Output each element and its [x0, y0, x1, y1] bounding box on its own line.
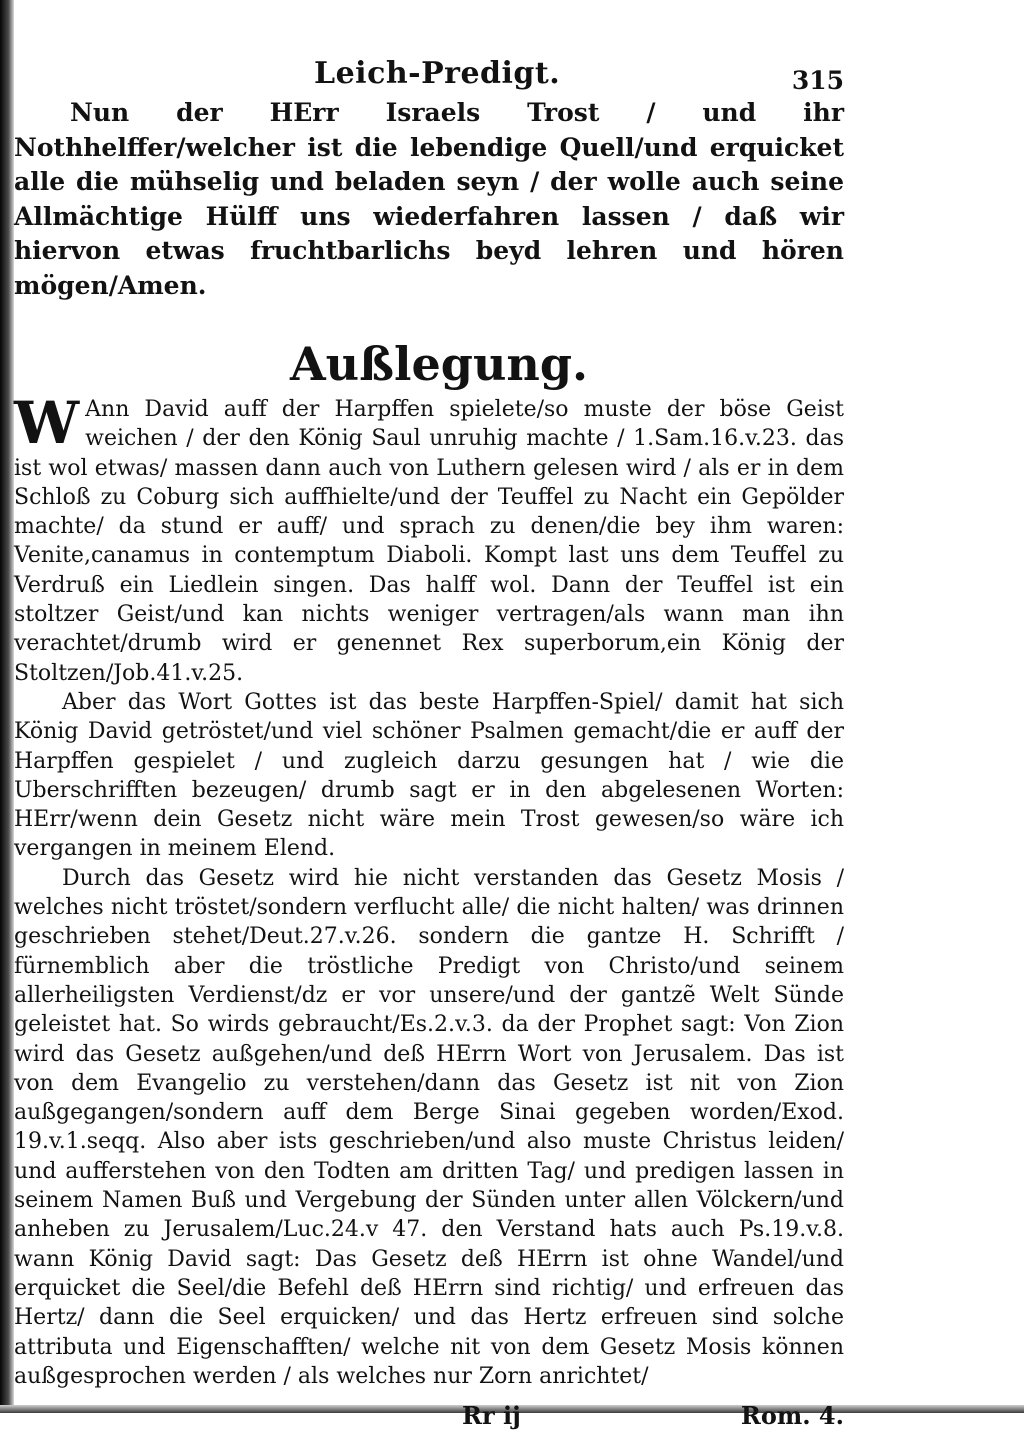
running-head: Leich-Predigt. — [314, 56, 561, 91]
closing-prayer: Nun der HErr Israels Trost / und ihr Nothhelffer/welcher ist die lebendige Quell/und erquicket alle die mühselig und beladen seyn / der wolle auch seine Allmächtige Hülff uns wiederfahren lassen / daß wir hiervon etwas fruchtbarlichs beyd lehren und hören mögen/Amen. — [14, 98, 844, 300]
signature-mark: Rr ij — [462, 1401, 521, 1431]
text-block — [14, 52, 844, 1433]
paragraph-2: Aber das Wort Gottes ist das beste Harpffen-Spiel/ damit hat sich König David getröstet/und viel schöner Psalmen gemacht/die er auff der Harpffen gespielet / und zugleich darzu gesungen hat / wie die Uberschrifften bezeugen/ drumb sagt er in den abgelesenen Worten: HErr/wenn dein Gesetz nicht wäre mein Trost gewesen/so wäre ich vergangen in meinem Elend. — [14, 689, 844, 862]
section-title: Außlegung. — [289, 337, 589, 391]
page-header — [14, 52, 844, 96]
paragraph-text: Ann David auff der Harpffen spielete/so muste der böse Geist weichen / der den König Saul unruhig machte / 1.Sam.16.v.23. das ist wol etwas/ massen dann auch von Luthern gelesen wird / als er in dem Schloß zu Coburg sich auffhielte/und der Teuffel zu Nacht ein Gepölder machte/ da stund er auff/ und sprach zu denen/die bey ihm waren: Venite,canamus in contemptum Diaboli. Kompt last uns dem Teuffel zu Verdruß ein Liedlein singen. Das halff wol. Dann der Teuffel ist ein stoltzer Geist/und kan nichts weniger vertragen/als wann man ihn verachtet/drumb wird er genennet Rex superborum,ein König der Stoltzen/Job.41.v.25. — [14, 397, 844, 686]
scan-edge-left — [0, 0, 14, 1413]
page-number: 315 — [791, 66, 844, 95]
paragraph-3: Durch das Gesetz wird hie nicht verstanden das Gesetz Mosis / welches nicht tröstet/sondern verflucht alle/ die nicht halten/ was drinnen geschrieben stehet/Deut.27.v.26. sondern die gantze H. Schrifft / fürnemblich aber die tröstliche Predigt von Christo/und seinem allerheiligsten Verdienst/dz er vor unsere/und der gantzẽ Welt Sünde geleistet hat. So wirds gebraucht/Es.2.v.3. da der Prophet sagt: Von Zion wird das Gesetz außgehen/und deß HErrn Wort von Jerusalem. Das ist von dem Evangelio zu verstehen/dann das Gesetz ist nit von Zion außgegangen/sondern auff dem Berge Sinai gegeben worden/Exod. 19.v.1.seqq. Also aber ists geschrieben/und also muste Christus leiden/ und aufferstehen von den Todten am dritten Tag/ und predigen lassen in seinem Namen Buß und Vergebung der Sünden unter allen Völckern/und anheben zu Jerusalem/Luc.24.v 47. den Verstand hats auch Ps.19.v.8. wann König David sagt: Das Gesetz deß HErrn ist ohne Wandel/und erquicket die Seel/die Befehl deß HErrn sind richtig/ und erfreuen das Hertz/ dann die Seel erquicken/ und das Hertz erfreuen sind solche attributa und Eigenschafften/ welche nit von dem Gesetz Mosis können außgesprochen werden / als welches nur Zorn anrichtet/ — [14, 865, 844, 1389]
page-footer — [14, 1397, 844, 1433]
drop-cap: W — [14, 389, 80, 457]
catchword: Rom. 4. — [740, 1401, 844, 1431]
paragraph-1 — [14, 389, 844, 688]
